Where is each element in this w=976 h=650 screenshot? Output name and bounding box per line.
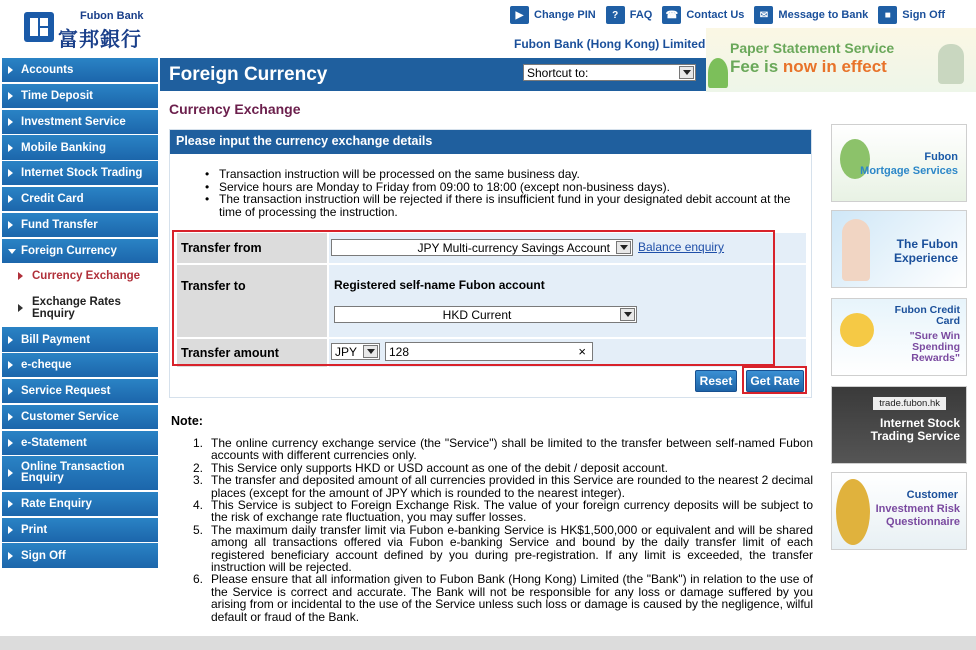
faq-label: FAQ — [629, 9, 653, 21]
change-pin-link[interactable] — [510, 6, 596, 24]
bullet-item: • Transaction instruction will be processed on the same business day. — [205, 168, 805, 181]
change-pin-label: Change PIN — [534, 9, 596, 21]
highlight-get-rate-box — [742, 366, 807, 394]
banner-line2 — [730, 57, 887, 77]
sidebar-item-label: Time Deposit — [21, 89, 93, 102]
ad-line2: Mortgage Services — [860, 165, 958, 177]
ad-line1: Customer — [906, 489, 958, 501]
person-illustration — [842, 219, 870, 281]
arrow-right-icon — [8, 221, 13, 229]
sidebar-item-mobile-banking[interactable] — [2, 135, 158, 159]
sidebar-item-label: Rate Enquiry — [21, 498, 92, 510]
note-item — [193, 573, 813, 623]
transfer-from-label: Transfer from — [177, 233, 327, 263]
top-links — [510, 6, 955, 24]
sidebar-item-label: Customer Service — [21, 410, 119, 423]
play-icon: ▶ — [510, 6, 529, 24]
sidebar-item-label: Bill Payment — [21, 333, 91, 346]
arrow-right-icon — [8, 469, 13, 477]
fubon-logo-icon — [22, 10, 56, 44]
reset-button[interactable]: Reset — [695, 370, 737, 392]
sidebar-item-label: Fund Transfer — [21, 218, 98, 231]
note-text: Please ensure that all information given to Fubon Bank (Hong Kong) Limited (the "Bank") in relation to the use of the Service is correct and accurate. The Bank will not be responsible for any loss or damage suffered by you arising from or incidental to the use of the Service unless such loss or damage is caused by the negligence, wilful default or fraud of the Bank. — [211, 572, 813, 624]
note-text: The online currency exchange service (the "Service") shall be limited to the transfer between self-named Fubon accounts with different currencies only. — [211, 436, 813, 463]
amount-value: 128 — [389, 345, 410, 359]
ad-line2: Investment Risk Questionnaire — [875, 503, 960, 528]
note-number: 2. — [193, 460, 204, 475]
chevron-down-icon — [679, 66, 694, 79]
note-item — [193, 499, 813, 524]
arrow-right-icon — [8, 144, 13, 152]
note-title: Note: — [171, 414, 203, 428]
balance-enquiry-link[interactable]: Balance enquiry — [638, 240, 725, 254]
arrow-right-icon — [18, 304, 23, 312]
ad-stock-trading[interactable] — [831, 386, 967, 464]
contact-us-link[interactable] — [662, 6, 744, 24]
sidebar-subitem-currency-exchange[interactable] — [2, 264, 158, 288]
arrow-right-icon — [8, 118, 13, 126]
entity-name: Fubon Bank (Hong Kong) Limited — [514, 37, 706, 51]
currency-value: JPY — [335, 344, 358, 359]
sidebar-item-accounts[interactable] — [2, 58, 158, 82]
sidebar-subitem-label: Currency Exchange — [32, 270, 141, 283]
ad-mortgage[interactable] — [831, 124, 967, 202]
envelope-icon: ✉ — [754, 6, 773, 24]
faq-link[interactable] — [606, 6, 653, 24]
panel-title: Please input the currency exchange details — [170, 130, 811, 154]
transfer-to-value: HKD Current — [442, 307, 512, 322]
arrow-right-icon — [8, 361, 13, 369]
sidebar-item-time-deposit[interactable] — [2, 84, 158, 108]
sidebar-item-label: Investment Service — [21, 115, 126, 128]
sidebar-item-e-cheque[interactable] — [2, 353, 158, 377]
note-text: This Service is subject to Foreign Exchange Risk. The value of your foreign currency deposits will be subject to the risk of exchange rate fluctuation, you may suffer losses. — [211, 498, 813, 525]
ad-line1: Fubon Credit Card — [894, 304, 960, 327]
shortcut-select-value: Shortcut to: — [527, 65, 589, 80]
sidebar-item-label: Foreign Currency — [21, 244, 117, 257]
note-text: The transfer and deposited amount of all currencies provided in this Service are rounded to the nearest 2 decimal places (except for the amount of JPY which is rounded to the nearest integer). — [211, 473, 813, 500]
sidebar-item-customer-service[interactable] — [2, 405, 158, 429]
sidebar-item-label: e-cheque — [21, 359, 72, 372]
sidebar-item-investment-service[interactable] — [2, 110, 158, 134]
page-header — [160, 58, 706, 91]
ad-line1: Fubon — [924, 151, 958, 163]
sidebar-item-print[interactable] — [2, 518, 158, 542]
bullet-item: • The transaction instruction will be rejected if there is insufficient fund in your designated debit account at the time of processing the instruction. — [205, 193, 805, 218]
sidebar-item-foreign-currency[interactable] — [2, 239, 158, 263]
sidebar-item-label: Sign Off — [21, 549, 66, 562]
clear-icon[interactable]: × — [578, 344, 586, 359]
sidebar-item-label: Mobile Banking — [21, 141, 106, 154]
arrow-right-icon — [8, 66, 13, 74]
arrow-right-icon — [8, 526, 13, 534]
arrow-right-icon — [8, 413, 13, 421]
coin-illustration — [836, 479, 870, 545]
transfer-amount-label: Transfer amount — [177, 339, 327, 367]
sidebar-item-label: Internet Stock Trading — [21, 167, 143, 180]
sidebar-subitem-exchange-rates-enquiry[interactable] — [2, 290, 158, 326]
page-title: Foreign Currency — [169, 64, 328, 85]
message-to-bank-link[interactable] — [754, 6, 868, 24]
get-rate-button[interactable]: Get Rate — [746, 370, 804, 392]
sidebar-item-label: e-Statement — [21, 436, 87, 449]
note-item — [193, 474, 813, 499]
section-title: Currency Exchange — [169, 101, 301, 117]
note-item — [193, 437, 813, 462]
window-bottom-edge — [0, 636, 976, 650]
ad-line2: Internet Stock Trading Service — [870, 416, 960, 443]
note-text: The maximum daily transfer limit via Fubon e-banking Service is HK$1,500,000 or equivalent and will be shared among all transactions offered via Fubon e-banking Service and bound by the daily transfer limit of each registered beneficiary account defined by you during pre-registration. If any limit is exceeded, the transfer instruction will be rejected. — [211, 522, 813, 575]
question-icon: ? — [606, 6, 625, 24]
sidebar-item-service-request[interactable] — [2, 379, 158, 403]
sidebar-item-label: Service Request — [21, 385, 111, 398]
sidebar-item-label: Print — [21, 523, 48, 536]
note-number: 3. — [193, 473, 204, 488]
arrow-right-icon — [8, 169, 13, 177]
arrow-right-icon — [8, 195, 13, 203]
info-bullets — [205, 168, 805, 218]
note-item — [193, 524, 813, 574]
sidebar-item-bill-payment[interactable] — [2, 327, 158, 351]
brand-name-zh: 富邦銀行 — [58, 27, 142, 51]
arrow-down-icon — [8, 249, 16, 254]
shortcut-select[interactable] — [523, 64, 696, 81]
ad-line2: Experience — [893, 251, 958, 265]
arrow-right-icon — [8, 439, 13, 447]
arrow-right-icon — [8, 552, 13, 560]
arrow-right-icon — [8, 387, 13, 395]
tree-illustration — [708, 58, 728, 88]
brand-name-en: Fubon Bank — [80, 10, 144, 22]
note-number: 6. — [193, 572, 204, 587]
sidebar-item-sign-off[interactable] — [2, 543, 158, 567]
banner-line2-b: now in effect — [782, 57, 887, 76]
banner-line1: Paper Statement Service — [730, 40, 895, 56]
sidebar-item-fund-transfer[interactable] — [2, 213, 158, 237]
transfer-from-value: JPY Multi-currency Savings Account — [417, 240, 610, 255]
note-number: 5. — [193, 522, 204, 537]
sidebar-item-label: Credit Card — [21, 193, 84, 206]
ad-credit-card[interactable] — [831, 298, 967, 376]
note-number: 4. — [193, 498, 204, 513]
sidebar-item-e-statement[interactable] — [2, 431, 158, 455]
sign-off-link[interactable] — [878, 6, 945, 24]
paper-statement-banner[interactable] — [706, 28, 976, 92]
ad-line2: "Sure Win Spending Rewards" — [909, 330, 960, 364]
sidebar-item-internet-stock-trading[interactable] — [2, 161, 158, 185]
arrow-right-icon — [8, 500, 13, 508]
ad-fubon-experience[interactable] — [831, 210, 967, 288]
transfer-to-label: Transfer to — [177, 265, 327, 337]
fubon-logo[interactable] — [22, 8, 162, 51]
banner-line2-a: Fee is — [730, 57, 783, 76]
arrow-right-icon — [8, 336, 13, 344]
sidebar-item-label: Online Transaction Enquiry — [21, 461, 125, 485]
sidebar-subitem-label: Exchange Rates Enquiry — [32, 295, 121, 320]
lock-icon: ■ — [878, 6, 897, 24]
contact-us-label: Contact Us — [686, 9, 745, 21]
sidebar-nav — [2, 58, 158, 564]
note-text: This Service only supports HKD or USD account as one of the debit / deposit account. — [211, 460, 668, 475]
arrow-right-icon — [8, 92, 13, 100]
sidebar-item-credit-card[interactable] — [2, 187, 158, 211]
bullet-item: • Service hours are Monday to Friday from 09:00 to 18:00 (except non-business days). — [205, 181, 805, 194]
sign-off-label: Sign Off — [902, 9, 946, 21]
figure-illustration — [938, 44, 964, 84]
highlight-form-box — [172, 230, 775, 366]
notes-list — [193, 437, 813, 623]
phone-icon: ☎ — [662, 6, 681, 24]
arrow-right-icon — [18, 272, 23, 280]
ad-risk-questionnaire[interactable] — [831, 472, 967, 550]
ad-line1: The Fubon — [896, 237, 958, 251]
message-to-bank-label: Message to Bank — [778, 9, 869, 21]
sidebar-item-label: Accounts — [21, 64, 74, 77]
mascot-illustration — [840, 313, 874, 347]
note-number: 1. — [193, 436, 204, 450]
sidebar-item-rate-enquiry[interactable] — [2, 492, 158, 516]
sidebar-item-online-transaction-enquiry[interactable] — [2, 456, 158, 490]
ad-line1: trade.fubon.hk — [873, 397, 946, 410]
transfer-to-text: Registered self-name Fubon account — [334, 278, 545, 292]
